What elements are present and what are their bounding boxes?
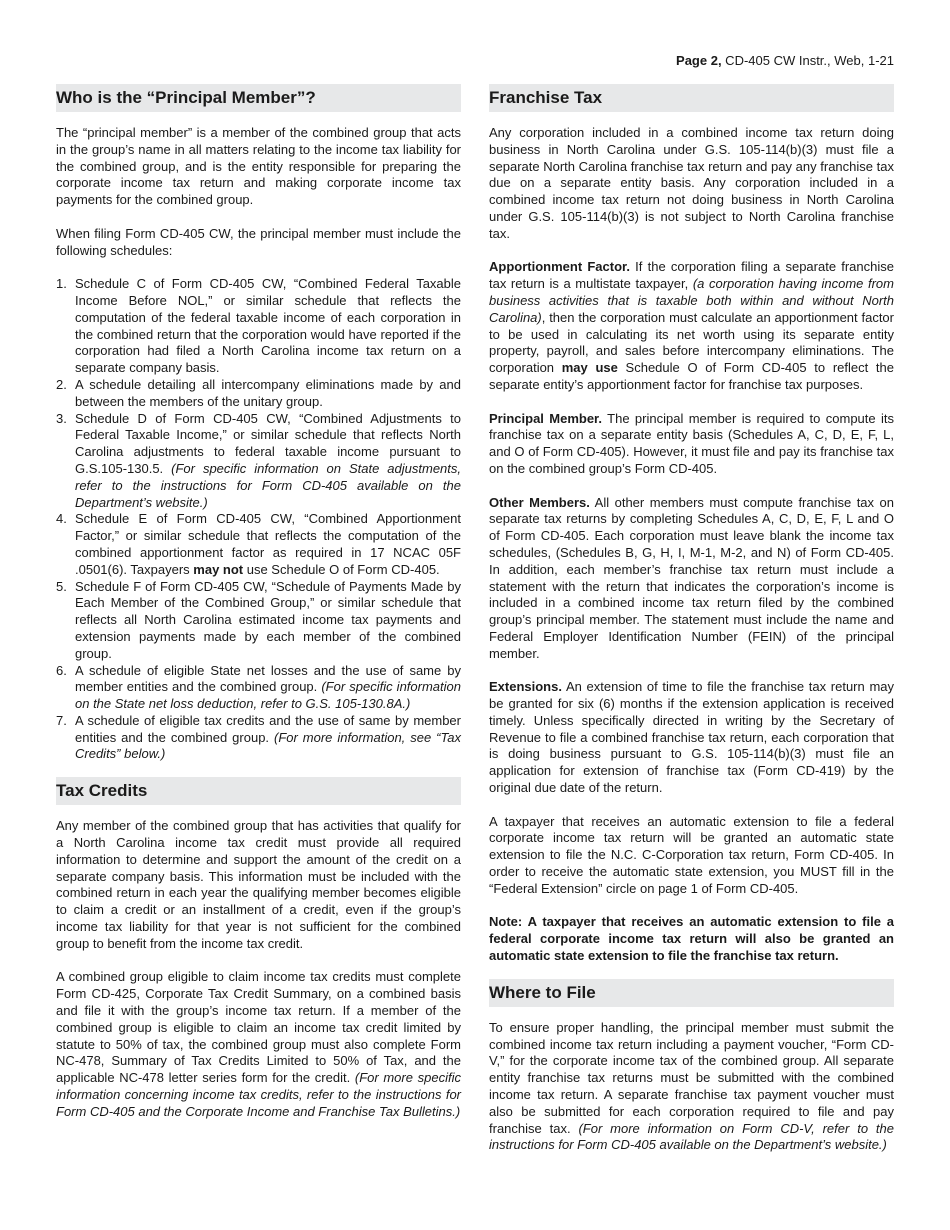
list-item: 4. Schedule E of Form CD-405 CW, “Combined Apportionment Factor,” or similar schedule that reflects the computation of the combined apportionment factor as required in 17 NCAC 05F .0501(6). Taxpayers may not use Schedule O of Form CD-405. — [56, 511, 461, 577]
document-reference: CD-405 CW Instr., Web, 1-21 — [721, 53, 894, 68]
section-heading-tax-credits: Tax Credits — [56, 777, 461, 805]
note-paragraph: Note: A taxpayer that receives an automatic extension to file a federal corporate income tax return will also be granted an automatic state extension to file the franchise tax return. — [489, 914, 894, 964]
franchise-tax-intro: Any corporation included in a combined income tax return doing business in North Carolina under G.S. 105-114(b)(3) must file a separate North Carolina franchise tax return and pay any franchise tax due on a separate entity basis. Any corporation included in a combined income tax return not doing business in North Carolina under G.S. 105-114(b)(3) is not subject to North Carolina franchise tax. — [489, 125, 894, 241]
schedules-list — [56, 276, 461, 763]
left-column — [56, 84, 461, 1121]
principal-member-definition: The “principal member” is a member of the combined group that acts in the group’s name in all matters relating to the income tax liability for the combined group, and is the entity responsible for preparing the corporate income tax return and making corporate income tax payments for the combined group. — [56, 125, 461, 208]
other-members-paragraph: Other Members. All other members must compute franchise tax on separate tax returns by completing Schedules A, C, D, E, F, L and O of Form CD-405. Each corporation must leave blank the income tax schedules, (Schedules B, G, H, I, M-1, M-2, and N) of Form CD-405. In addition, each member’s franchise tax return must include a statement with the return that indicates the corporation’s income is included in a combined income tax return filed by the combined group’s principal member. The statement must include the name and Federal Employer Identification Number (FEIN) of the principal member. — [489, 494, 895, 661]
right-column — [489, 84, 894, 1154]
list-item: 5. Schedule F of Form CD-405 CW, “Schedule of Payments Made by Each Member of the Combined Group,” or similar schedule that reflects all North Carolina estimated income tax payments and extension payments made by each member of the combined group. — [56, 578, 461, 661]
section-heading-where-to-file: Where to File — [489, 979, 894, 1007]
automatic-extension-paragraph: A taxpayer that receives an automatic extension to file a federal corporate income tax return will be granted an automatic state extension to file the N.C. C-Corporation tax return, Form CD-405. In order to receive the automatic state extension, you MUST fill in the “Federal Extension” circle on page 1 of Form CD-405. — [489, 813, 894, 896]
tax-credits-paragraph-1: Any member of the combined group that has activities that qualify for a North Carolina income tax credit must provide all required information to determine and support the amount of the credit on a separate company basis. This information must be included with the combined return in each year the qualifying member becomes eligible to claim a credit or an installment of a credit, even if the group’s income tax liability for that year is not sufficient for the combined group to benefit from the income tax credit. — [56, 818, 461, 951]
list-item: 6. A schedule of eligible State net losses and the use of same by member entities and the combined group. (For specific information on the State net loss deduction, refer to G.S. 105-130.8A.) — [56, 662, 461, 712]
section-heading-franchise-tax: Franchise Tax — [489, 84, 894, 112]
tax-credits-paragraph-2: A combined group eligible to claim income tax credits must complete Form CD-425, Corporate Tax Credit Summary, on a combined basis and file it with the group’s income tax return. If a member of the combined group is eligible to claim an income tax credit limited by statute to 50% of tax, the combined group must also complete Form NC-478, Summary of Tax Credits Limited to 50% of Tax, and the applicable NC-478 letter series form for the credit. (For more specific information concerning income tax credits, refer to the instructions for Form CD-405 and the Corporate Income and Franchise Tax Bulletins.) — [56, 969, 461, 1119]
page-number: Page 2, — [676, 53, 722, 68]
list-item: 7. A schedule of eligible tax credits and the use of same by member entities and the combined group. (For more information, see “Tax Credits” below.) — [56, 712, 461, 762]
principal-member-paragraph: Principal Member. The principal member is required to compute its franchise tax on a separate entity basis (Schedules A, C, D, E, F, L, and O of Form CD-405). However, it must file and pay its franchise tax on the combined group’s Form CD-405. — [489, 410, 894, 476]
section-heading-principal-member: Who is the “Principal Member”? — [56, 84, 461, 112]
where-to-file-paragraph: To ensure proper handling, the principal member must submit the combined income tax return including a payment voucher, “Form CD-V,” for the corporate income tax of the combined group. All separate entity franchise tax returns must be submitted with the combined income tax return. A separate franchise tax payment voucher must also be submitted for each corporation required to file and pay franchise tax. (For more information on Form CD-V, refer to the instructions for Form CD-405 available on the Department’s website.) — [489, 1019, 894, 1153]
page-header — [676, 53, 894, 68]
schedules-intro: When filing Form CD-405 CW, the principal member must include the following schedules: — [56, 225, 461, 258]
apportionment-factor-paragraph: Apportionment Factor. If the corporation filing a separate franchise tax return is a multistate taxpayer, (a corporation having income from business activities that is taxable both within and without North Carolina), then the corporation must calculate an apportionment factor to be used in calculating its net worth using its separate entity property, payroll, and sales before intercompany eliminations. The corporation may use Schedule O of Form CD-405 to reflect the separate entity’s apportionment factor for franchise tax purposes. — [489, 259, 894, 392]
list-item: 2. A schedule detailing all intercompany eliminations made by and between the members of the unitary group. — [56, 376, 461, 409]
list-item: 1. Schedule C of Form CD-405 CW, “Combined Federal Taxable Income Before NOL,” or similar schedule that reflects the computation of the federal taxable income of each corporation in the combined return that the corporation would have reported if the corporation had filed a North Carolina income tax return on a separate company basis. — [56, 276, 461, 376]
list-item: 3. Schedule D of Form CD-405 CW, “Combined Adjustments to Federal Taxable Income,” or similar schedule that reflects North Carolina adjustments to federal taxable income pursuant to G.S.105-130.5. (For specific information on State adjustments, refer to the instructions for Form CD-405 available on the Department’s website.) — [56, 410, 461, 510]
extensions-paragraph: Extensions. An extension of time to file the franchise tax return may be granted for six (6) months if the extension application is received timely. Unless specifically directed in writing by the Secretary of Revenue to file a combined franchise tax return, each corporation that is doing business pursuant to G.S. 105-114(b)(3) must file an application for extension of franchise tax (Form CD-419) by the original due date of the return. — [489, 679, 894, 796]
